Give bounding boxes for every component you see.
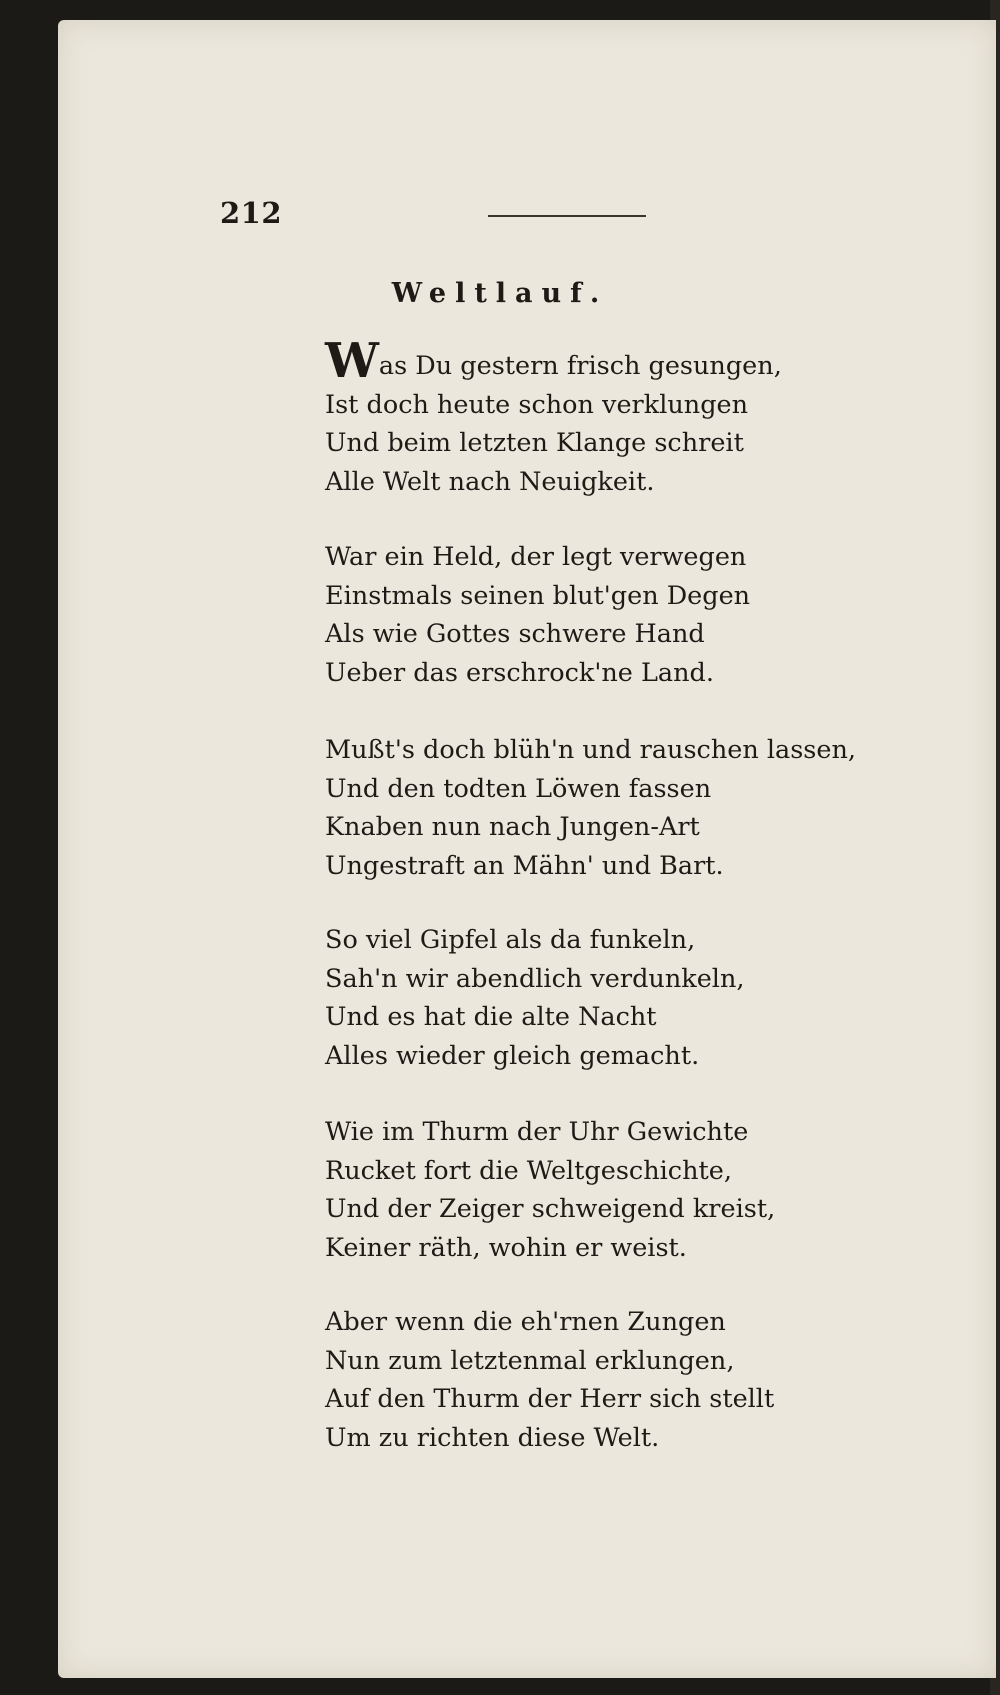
stanza-5	[325, 1113, 775, 1267]
stanza-1	[325, 333, 782, 501]
verse-line	[325, 333, 782, 389]
verse-line: Keiner räth, wohin er weist.	[325, 1232, 687, 1263]
verse-line: Alles wieder gleich gemacht.	[325, 1040, 700, 1071]
verse-line: So viel Gipfel als da funkeln,	[325, 925, 696, 955]
verse-line: Ungestraft an Mähn' und Bart.	[325, 850, 724, 881]
verse-line: Ueber das erschrock'ne Land.	[325, 657, 714, 688]
verse-line: Sah'n wir abendlich verdunkeln,	[325, 963, 745, 994]
verse-line: Knaben nun nach Jungen-Art	[325, 812, 700, 842]
verse-line: Wie im Thurm der Uhr Gewichte	[325, 1117, 749, 1147]
verse-line: Nun zum letztenmal erklungen,	[325, 1345, 735, 1376]
header-rule	[488, 215, 646, 217]
verse-line: Als wie Gottes schwere Hand	[325, 619, 705, 649]
stanza-3	[325, 731, 856, 885]
verse-line: Und beim letzten Klange schreit	[325, 428, 744, 458]
verse-line: Um zu richten diese Welt.	[325, 1422, 660, 1453]
verse-line: Alle Welt nach Neuigkeit.	[325, 466, 655, 497]
stanza-4	[325, 921, 744, 1075]
verse-line: Einstmals seinen blut'gen Degen	[325, 580, 751, 611]
verse-line: Ist doch heute schon verklungen	[325, 389, 749, 420]
poem-title: Weltlauf.	[391, 278, 609, 309]
page-number: 212	[220, 196, 283, 230]
verse-line: Rucket fort die Weltgeschichte,	[325, 1155, 732, 1186]
verse-line: War ein Held, der legt verwegen	[325, 542, 747, 572]
verse-line: Und es hat die alte Nacht	[325, 1002, 657, 1032]
verse-line: Und der Zeiger schweigend kreist,	[325, 1194, 776, 1224]
verse-line: Und den todten Löwen fassen	[325, 773, 712, 804]
drop-cap: W	[325, 333, 379, 389]
verse-line: Aber wenn die eh'rnen Zungen	[325, 1307, 726, 1337]
stanza-2	[325, 538, 750, 692]
verse-line-rest: as Du gestern frisch gesungen,	[378, 351, 782, 381]
verse-line: Auf den Thurm der Herr sich stellt	[325, 1384, 775, 1414]
stanza-6	[325, 1303, 774, 1457]
verse-line: Mußt's doch blüh'n und rauschen lassen,	[325, 735, 857, 765]
